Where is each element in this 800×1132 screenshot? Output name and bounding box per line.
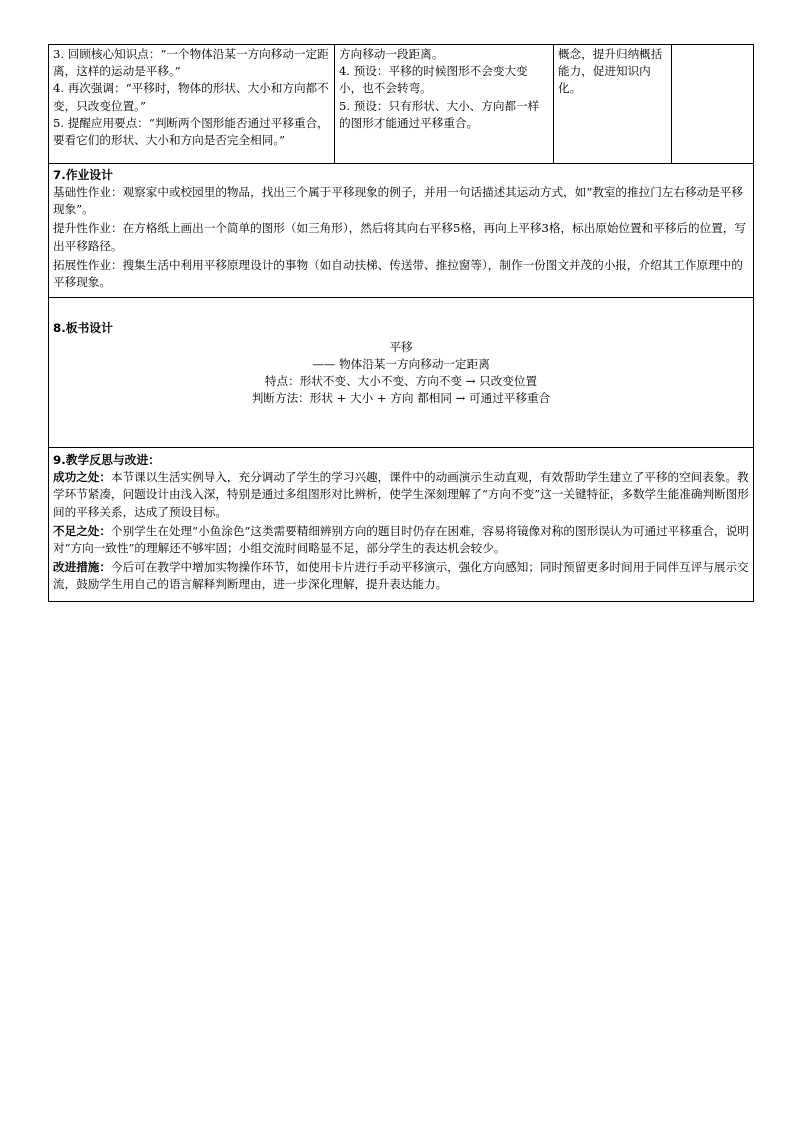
reflection-title: 9.教学反思与改进： xyxy=(53,453,161,468)
reflection-improvement xyxy=(53,559,749,593)
weakness-text: 个别学生在处理“小鱼涂色”这类需要精细辨别方向的题目时仍存在困难，容易将镜像对称的图形误认为可通过平移重合，说明对“方向一致性”的理解还不够牢固；小组交流时间略显不足，部分学生的表达机会较少。 xyxy=(53,523,749,556)
reflection-row xyxy=(49,448,754,601)
homework-improve: 提升性作业：在方格纸上画出一个简单的图形（如三角形），然后将其向右平移5格，再向上平移3格，标出原始位置和平移后的位置，写出平移路径。 xyxy=(53,221,746,253)
homework-title: 7.作业设计 xyxy=(53,168,113,182)
lesson-plan-table xyxy=(48,44,754,602)
board-line-title: 平移 xyxy=(389,340,413,355)
empty-cell xyxy=(672,45,754,164)
reflection-weakness xyxy=(53,523,749,557)
improvement-text: 今后可在教学中增加实物操作环节，如使用卡片进行手动平移演示，强化方向感知；同时预留更多时间用于同伴互评与展示交流，鼓励学生用自己的语言解释判断理由，进一步深化理解，提升表达能力。 xyxy=(53,560,749,592)
improvement-label: 改进措施： xyxy=(53,560,111,575)
homework-cell xyxy=(49,164,754,298)
board-line-features: 特点：形状不变、大小不变、方向不变 → 只改变位置 xyxy=(264,374,538,389)
teaching-process-row xyxy=(49,45,754,164)
design-intent-cell xyxy=(554,45,672,164)
student-item-4: 4. 预设：平移的时候图形不会变大变小，也不会转弯。 xyxy=(339,64,528,96)
student-activity-cell xyxy=(335,45,554,164)
design-intent-text: 概念，提升归纳概括能力，促进知识内化。 xyxy=(558,47,663,96)
review-item-5: 5. 提醒应用要点：“判断两个图形能否通过平移重合，要看它们的形状、大小和方向是否完全相同。” xyxy=(53,115,329,148)
student-item-5: 5. 预设：只有形状、大小、方向都一样的图形才能通过平移重合。 xyxy=(339,98,540,130)
success-label: 成功之处： xyxy=(53,470,111,485)
lesson-plan-document xyxy=(48,44,753,602)
weakness-label: 不足之处： xyxy=(53,523,111,538)
homework-extend: 拓展性作业：搜集生活中利用平移原理设计的事物（如自动扶梯、传送带、推拉窗等），制作一份图文并茂的小报，介绍其工作原理中的平移现象。 xyxy=(53,257,743,290)
board-line-method: 判断方法：形状 + 大小 + 方向 都相同 → 可通过平移重合 xyxy=(251,391,551,406)
student-item-3-cont: 方向移动一段距离。 xyxy=(339,47,444,61)
board-design-row xyxy=(49,298,754,448)
homework-row xyxy=(49,164,754,298)
board-design-title: 8.板书设计 xyxy=(53,321,113,336)
review-item-3: 3. 回顾核心知识点：“一个物体沿某一方向移动一定距离，这样的运动是平移。” xyxy=(53,47,329,79)
reflection-cell xyxy=(49,448,754,601)
board-design-cell xyxy=(49,298,754,448)
board-line-definition: —— 物体沿某一方向移动一定距离 xyxy=(312,357,490,372)
success-text: 本节课以生活实例导入，充分调动了学生的学习兴趣，课件中的动画演示生动直观，有效帮助学生建立了平移的空间表象。教学环节紧凑，问题设计由浅入深，特别是通过多组图形对比辨析，使学生深刻理解了“方向不变”这一关键特征，多数学生能准确判断图形间的平移关系，达成了预设目标。 xyxy=(53,470,749,519)
review-item-4: 4. 再次强调：“平移时，物体的形状、大小和方向都不变，只改变位置。” xyxy=(53,81,329,113)
reflection-success xyxy=(53,469,749,521)
homework-basic: 基础性作业：观察家中或校园里的物品，找出三个属于平移现象的例子，并用一句话描述其运动方式，如“教室的推拉门左右移动是平移现象”。 xyxy=(53,185,743,217)
teacher-activity-cell xyxy=(49,45,335,164)
